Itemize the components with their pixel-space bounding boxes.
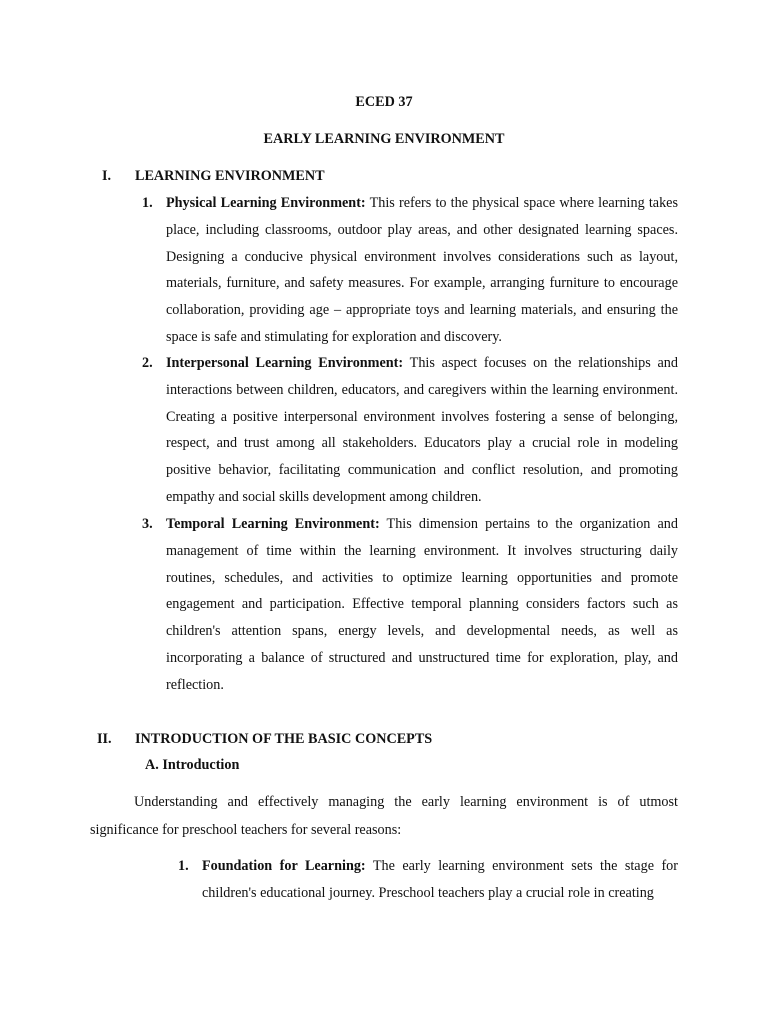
list-item-number: 2. [142, 355, 153, 371]
list-item [142, 350, 678, 511]
list-item [178, 853, 678, 907]
section-number: I. [102, 168, 112, 184]
list-item-body: The early learning environment sets the stage for children's educational journey. Preschool teachers play a crucial role in creating [202, 858, 678, 901]
list-item-lead: Temporal Learning Environment: [166, 516, 380, 532]
section-title: INTRODUCTION OF THE BASIC CONCEPTS [135, 731, 433, 747]
list-item-body: This refers to the physical space where learning takes place, including classrooms, outdoor play areas, and other designated learning spaces. Designing a conducive physical environment involves considerations such as layout, materials, furniture, and safety measures. For example, arranging furniture to encourage collaboration, providing age – appropriate toys and learning materials, and ensuring the space is safe and stimulating for exploration and discovery. [166, 195, 678, 345]
list-item [142, 190, 678, 351]
list-item-lead: Interpersonal Learning Environment: [166, 355, 404, 371]
list-item-number: 1. [142, 195, 153, 211]
subsection-heading: A. Introduction [145, 757, 240, 773]
intro-paragraph: Understanding and effectively managing the early learning environment is of utmost significance for preschool teachers for several reasons: [90, 794, 678, 838]
list-item [142, 511, 678, 699]
course-code: ECED 37 [355, 94, 413, 110]
list-item-lead: Physical Learning Environment: [166, 195, 366, 211]
section-number: II. [97, 731, 112, 747]
section-title: LEARNING ENVIRONMENT [135, 168, 325, 184]
list-item-body: This dimension pertains to the organization and management of time within the learning environment. It involves structuring daily routines, schedules, and activities to optimize learning opportunities and promote engagement and participation. Effective temporal planning considers factors such as children's attention spans, energy levels, and developmental needs, as well as incorporating a balance of structured and unstructured time for exploration, play, and reflection. [166, 516, 678, 693]
course-title: EARLY LEARNING ENVIRONMENT [263, 131, 505, 147]
list-item-body: This aspect focuses on the relationships and interactions between children, educators, and caregivers within the learning environment. Creating a positive interpersonal environment involves fostering a sense of belonging, respect, and trust among all stakeholders. Educators play a crucial role in modeling positive behavior, facilitating communication and conflict resolution, and promoting empathy and social skills development among children. [166, 355, 678, 505]
list-item-number: 3. [142, 516, 153, 532]
list-item-lead: Foundation for Learning: [202, 858, 366, 874]
list-item-number: 1. [178, 858, 189, 874]
